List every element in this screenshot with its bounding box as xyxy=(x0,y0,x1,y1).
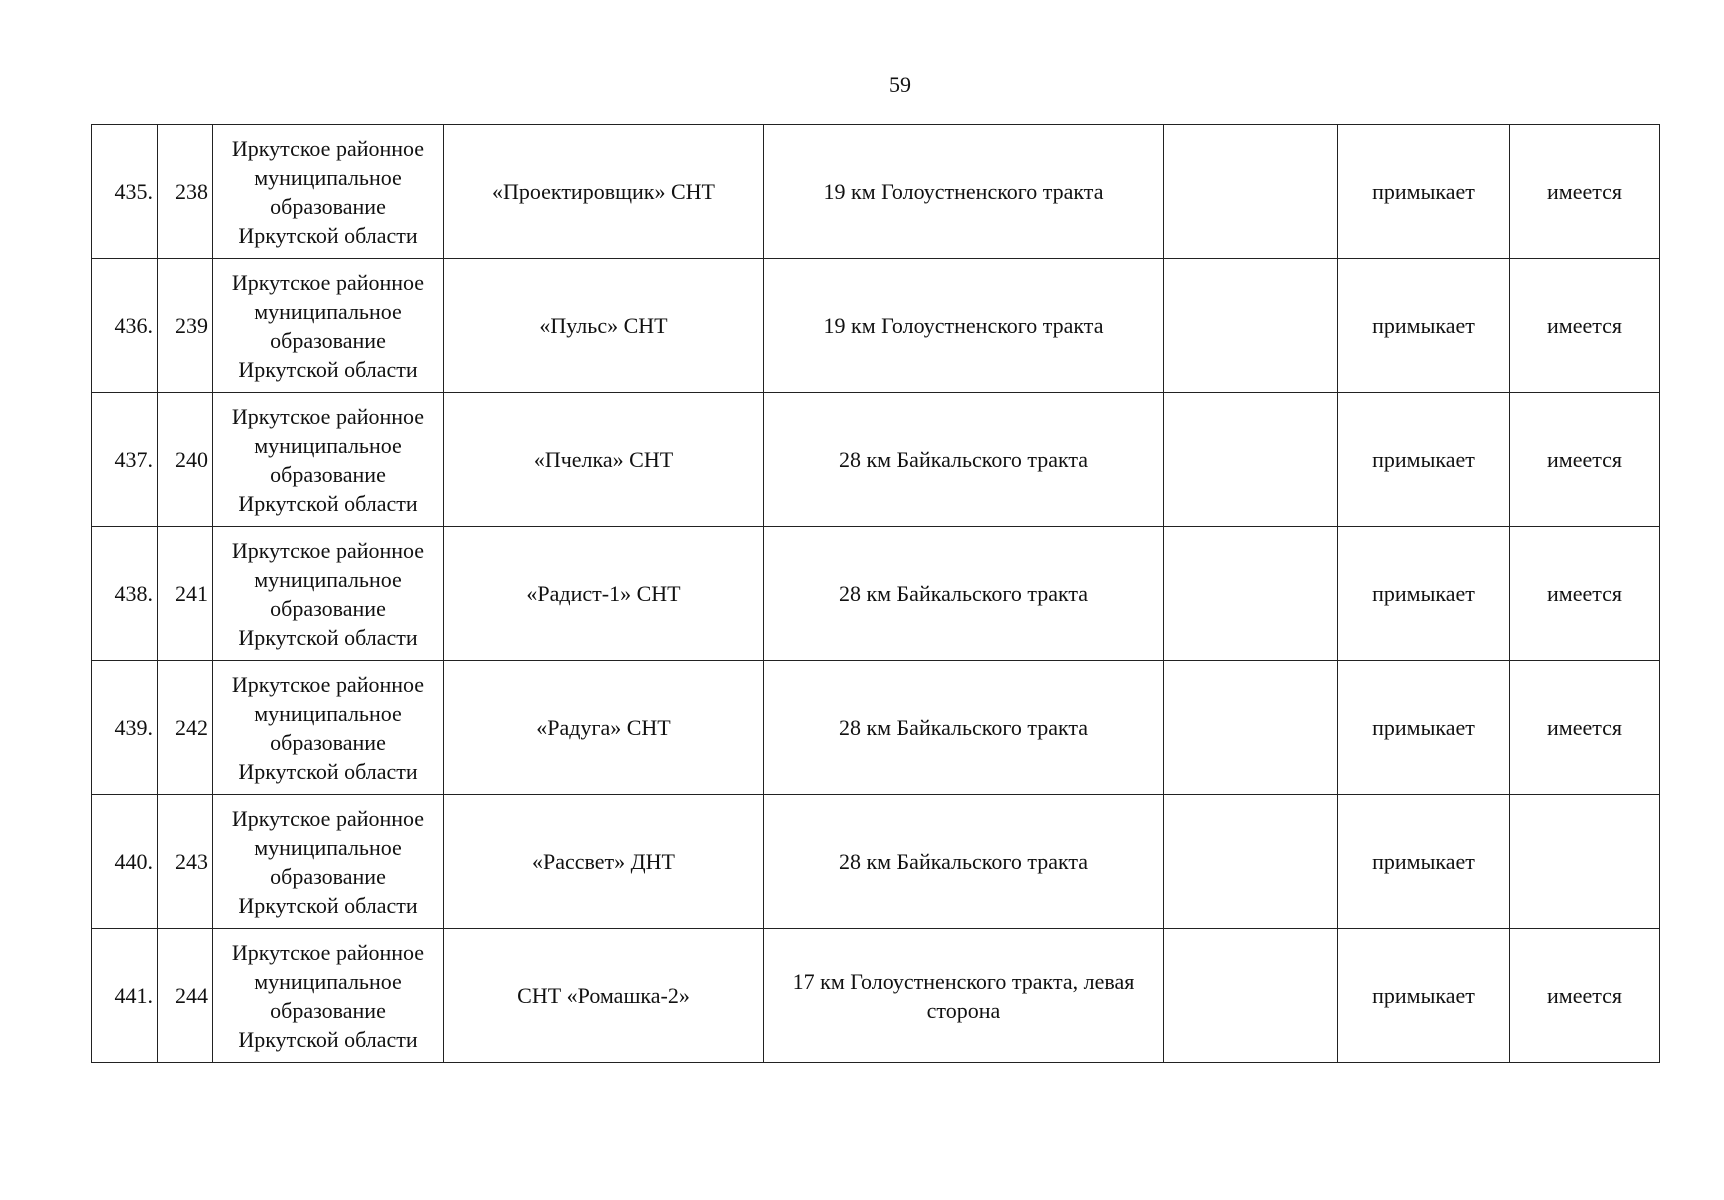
road-cell: имеется xyxy=(1510,929,1660,1063)
settlement-name: «Проектировщик» СНТ xyxy=(444,125,764,259)
row-sub-number: 240 xyxy=(158,393,213,527)
empty-cell xyxy=(1164,527,1338,661)
road-cell xyxy=(1510,795,1660,929)
row-sub-number: 244 xyxy=(158,929,213,1063)
municipality-line: муниципальное xyxy=(254,164,402,190)
settlement-name: СНТ «Ромашка-2» xyxy=(444,929,764,1063)
municipality-line: Иркутское районное xyxy=(231,135,425,161)
table-row xyxy=(92,795,1660,929)
empty-cell xyxy=(1164,929,1338,1063)
municipality-line: муниципальное xyxy=(254,968,402,994)
settlement-name: «Радуга» СНТ xyxy=(444,661,764,795)
municipality-cell xyxy=(213,527,444,661)
municipality-line: образование xyxy=(270,997,386,1023)
municipality-line: Иркутской области xyxy=(238,624,418,650)
municipality-cell xyxy=(213,393,444,527)
adjacency-cell: примыкает xyxy=(1338,393,1510,527)
municipality-line: образование xyxy=(270,595,386,621)
municipality-line: муниципальное xyxy=(254,700,402,726)
empty-cell xyxy=(1164,795,1338,929)
adjacency-cell: примыкает xyxy=(1338,527,1510,661)
registry-table xyxy=(91,124,1660,1063)
municipality-line: Иркутской области xyxy=(238,758,418,784)
row-number: 439. xyxy=(92,661,158,795)
municipality-line: Иркутское районное xyxy=(231,537,425,563)
municipality-line: Иркутское районное xyxy=(231,269,425,295)
settlement-name: «Пчелка» СНТ xyxy=(444,393,764,527)
municipality-line: Иркутской области xyxy=(238,356,418,382)
municipality-line: Иркутской области xyxy=(238,490,418,516)
row-sub-number: 241 xyxy=(158,527,213,661)
location-cell: 28 км Байкальского тракта xyxy=(764,527,1164,661)
location-cell: 19 км Голоустненского тракта xyxy=(764,259,1164,393)
road-cell: имеется xyxy=(1510,527,1660,661)
location-cell: 28 км Байкальского тракта xyxy=(764,661,1164,795)
settlement-name: «Пульс» СНТ xyxy=(444,259,764,393)
municipality-line: Иркутское районное xyxy=(231,805,425,831)
row-sub-number: 242 xyxy=(158,661,213,795)
location-cell: 19 км Голоустненского тракта xyxy=(764,125,1164,259)
row-number: 437. xyxy=(92,393,158,527)
municipality-line: образование xyxy=(270,461,386,487)
municipality-line: муниципальное xyxy=(254,432,402,458)
municipality-line: образование xyxy=(270,863,386,889)
row-number: 435. xyxy=(92,125,158,259)
table-row xyxy=(92,527,1660,661)
road-cell: имеется xyxy=(1510,661,1660,795)
table-row xyxy=(92,125,1660,259)
municipality-cell xyxy=(213,661,444,795)
municipality-line: Иркутское районное xyxy=(231,671,425,697)
road-cell: имеется xyxy=(1510,259,1660,393)
table-row xyxy=(92,259,1660,393)
road-cell: имеется xyxy=(1510,393,1660,527)
location-cell: 17 км Голоустненского тракта, левая сторона xyxy=(764,929,1164,1063)
municipality-line: Иркутское районное xyxy=(231,939,425,965)
adjacency-cell: примыкает xyxy=(1338,661,1510,795)
table-row xyxy=(92,929,1660,1063)
location-cell: 28 км Байкальского тракта xyxy=(764,795,1164,929)
empty-cell xyxy=(1164,661,1338,795)
municipality-line: Иркутской области xyxy=(238,1026,418,1052)
location-cell: 28 км Байкальского тракта xyxy=(764,393,1164,527)
municipality-cell xyxy=(213,795,444,929)
row-number: 441. xyxy=(92,929,158,1063)
row-number: 438. xyxy=(92,527,158,661)
row-sub-number: 243 xyxy=(158,795,213,929)
municipality-cell xyxy=(213,259,444,393)
municipality-line: Иркутской области xyxy=(238,892,418,918)
road-cell: имеется xyxy=(1510,125,1660,259)
municipality-line: муниципальное xyxy=(254,834,402,860)
empty-cell xyxy=(1164,393,1338,527)
settlement-name: «Радист-1» СНТ xyxy=(444,527,764,661)
table-row xyxy=(92,661,1660,795)
row-sub-number: 238 xyxy=(158,125,213,259)
adjacency-cell: примыкает xyxy=(1338,795,1510,929)
adjacency-cell: примыкает xyxy=(1338,259,1510,393)
table-body xyxy=(92,125,1660,1063)
adjacency-cell: примыкает xyxy=(1338,125,1510,259)
municipality-line: образование xyxy=(270,327,386,353)
row-sub-number: 239 xyxy=(158,259,213,393)
municipality-line: Иркутской области xyxy=(238,222,418,248)
settlement-name: «Рассвет» ДНТ xyxy=(444,795,764,929)
municipality-cell xyxy=(213,125,444,259)
municipality-line: образование xyxy=(270,729,386,755)
municipality-line: Иркутское районное xyxy=(231,403,425,429)
table-row xyxy=(92,393,1660,527)
empty-cell xyxy=(1164,259,1338,393)
municipality-line: муниципальное xyxy=(254,566,402,592)
row-number: 436. xyxy=(92,259,158,393)
municipality-cell xyxy=(213,929,444,1063)
page-number: 59 xyxy=(889,72,911,97)
adjacency-cell: примыкает xyxy=(1338,929,1510,1063)
row-number: 440. xyxy=(92,795,158,929)
empty-cell xyxy=(1164,125,1338,259)
municipality-line: муниципальное xyxy=(254,298,402,324)
municipality-line: образование xyxy=(270,193,386,219)
